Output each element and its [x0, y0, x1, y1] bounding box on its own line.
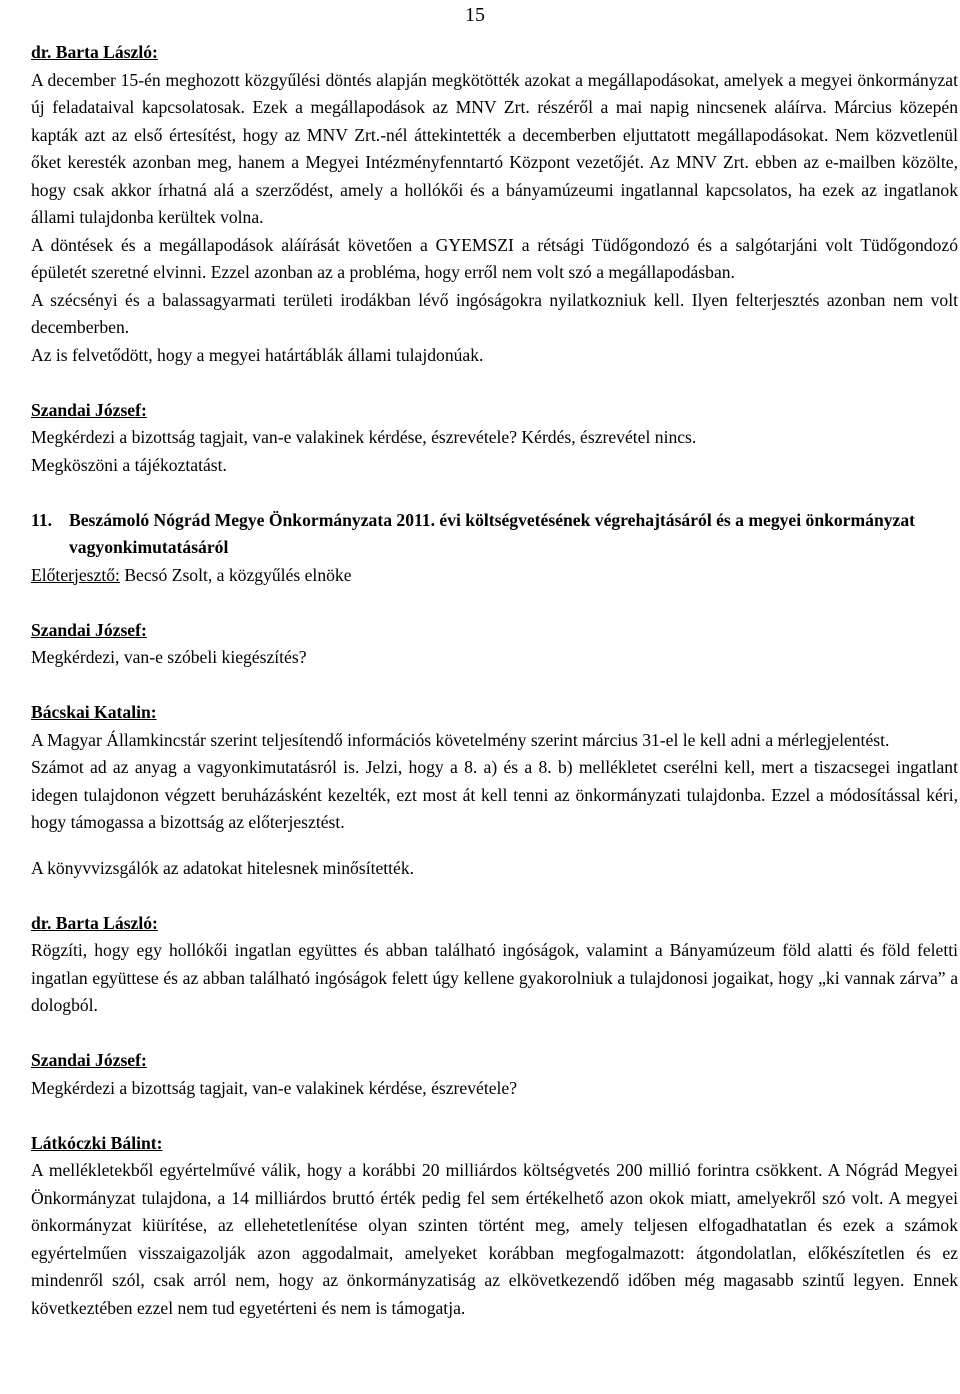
speaker-heading: Bácskai Katalin: — [31, 702, 157, 722]
paragraph: A december 15-én meghozott közgyűlési döntés alapján megkötötték azokat a megállapodásokat, amelyek a megyei önkormányzat új feladataival kapcsolatosak. Ezek a megállapodások az MNV Zrt. részéről a mai napig nincsenek aláírva. Március közepén kapták azt az első értesítést, hogy az MNV Zrt.-nél áttekintették a decemberben eljuttatott megállapodásokat. Nem közvetlenül őket keresték azonban meg, hanem a Megyei Intézményfenntartó Központ vezetőjét. Az MNV Zrt. ebben az e-mailben közölte, hogy csak akkor írhatná alá a szerződést, amely a hollókői és a bányamúzeumi ingatlannal kapcsolatos, ha ezek az ingatlanok állami tulajdonba kerültek volna. — [31, 69, 958, 227]
speaker-heading: Szandai József: — [31, 1050, 147, 1070]
paragraph: Megköszöni a tájékoztatást. — [31, 454, 227, 475]
presenter-label: Előterjesztő: — [31, 564, 120, 585]
paragraph: Számot ad az anyag a vagyonkimutatásról is. Jelzi, hogy a 8. a) és a 8. b) mellékletet cserélni kell, mert a tiszacsegei ingatlant idegen tulajdonon végzett beruházásként kezelték, ezt most át kell tenni az önkormányzati tulajdonba. Ezzel a módosítással kéri, hogy támogassa a bizottság az előterjesztést. — [31, 757, 958, 832]
page-number: 15 — [465, 4, 485, 26]
paragraph: Megkérdezi a bizottság tagjait, van-e valakinek kérdése, észrevétele? — [31, 1077, 518, 1098]
paragraph: Rögzíti, hogy egy hollókői ingatlan együttes és abban található ingóságok, valamint a Bányamúzeum föld alatti és föld feletti ingatlan együttese és az abban található ingóságok felett úgy kellene gyakorolniuk a tulajdonosi jogaikat, hogy „ki vannak zárva” a dologból. — [31, 940, 958, 1015]
speaker-heading: Látkóczki Bálint: — [31, 1132, 163, 1153]
paragraph: A Magyar Államkincstár szerint teljesítendő információs követelmény szerint március 31-el le kell adni a mérlegjelentést. — [31, 729, 890, 750]
paragraph: A könyvvizsgálók az adatokat hitelesnek minősítették. — [31, 857, 415, 878]
paragraph: Megkérdezi, van-e szóbeli kiegészítés? — [31, 647, 307, 667]
document-body — [31, 39, 958, 1322]
speaker-heading: dr. Barta László: — [31, 912, 158, 933]
agenda-item-title: Beszámoló Nógrád Megye Önkormányzata 2011. évi költségvetésének végrehajtásáról és a megyei önkormányzat vagyonkimutatásáról — [69, 509, 915, 557]
paragraph: A mellékletekből egyértelművé válik, hogy a korábbi 20 milliárdos költségvetés 200 millió forintra csökkent. A Nógrád Megyei Önkormányzat tulajdona, a 14 milliárdos bruttó érték pedig fel sem értékelhető azon okok miatt, amelyekről szó volt. A megyei önkormányzat kiürítése, az ellehetetlenítése olyan szinten történt meg, amely teljesen elfogadhatatlan és ezek a számok egyértelműen visszaigazolják azon aggodalmait, amelyeket korábban megfogalmazott: átgondolatlan, előkészítetlen és ez mindenről szól, csak arról nem, hogy az önkormányzatiság az elkövetkezendő időben még magasabb szintű legyen. Ennek következtében ezzel nem tud egyetérteni és nem is támogatja. — [31, 1160, 958, 1318]
presenter-line — [31, 562, 958, 590]
speaker-heading: dr. Barta László: — [31, 42, 158, 62]
paragraph: Az is felvetődött, hogy a megyei határtáblák állami tulajdonúak. — [31, 344, 484, 365]
paragraph: A döntések és a megállapodások aláírását követően a GYEMSZI a rétsági Tüdőgondozó és a salgótarjáni volt Tüdőgondozó épületét szeretné elvinni. Ezzel azonban az a probléma, hogy erről nem volt szó a megállapodásban. — [31, 234, 958, 282]
agenda-item — [31, 507, 958, 562]
speaker-heading: Szandai József: — [31, 399, 147, 420]
agenda-item-number: 11. — [31, 509, 53, 530]
speaker-heading: Szandai József: — [31, 619, 147, 640]
presenter-value: Becsó Zsolt, a közgyűlés elnöke — [119, 564, 352, 585]
paragraph: Megkérdezi a bizottság tagjait, van-e valakinek kérdése, észrevétele? Kérdés, észrevétel nincs. — [31, 427, 697, 447]
paragraph: A szécsényi és a balassagyarmati területi irodákban lévő ingóságokra nyilatkozniuk kell. Ilyen felterjesztés azonban nem volt decemberben. — [31, 289, 958, 337]
